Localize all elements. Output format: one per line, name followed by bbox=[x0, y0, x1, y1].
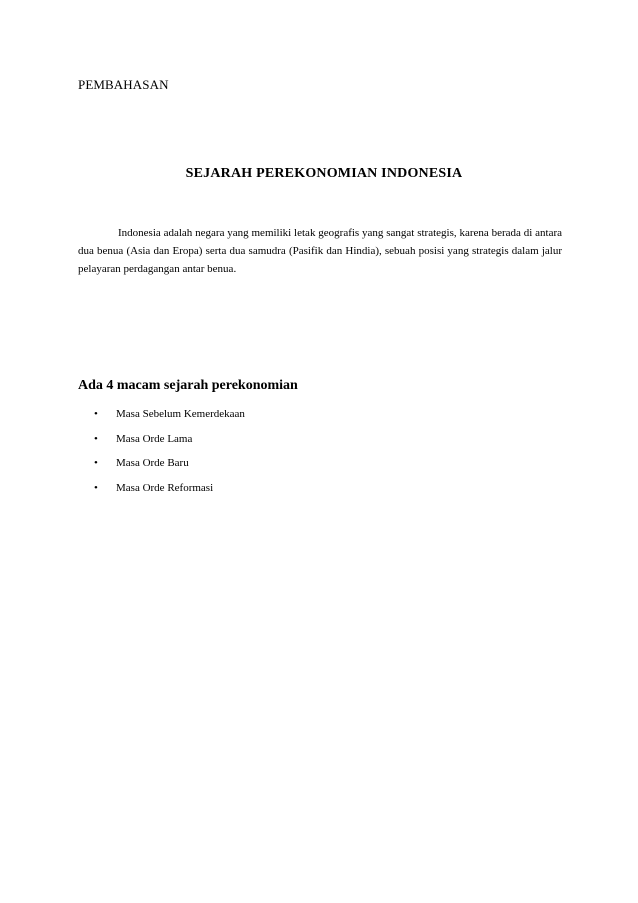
list-item-label: Masa Orde Reformasi bbox=[116, 481, 214, 494]
bullet-icon: • bbox=[94, 457, 98, 469]
bullet-icon: • bbox=[94, 408, 98, 420]
section-label: PEMBAHASAN bbox=[78, 77, 169, 92]
list-item-label: Masa Sebelum Kemerdekaan bbox=[116, 408, 245, 420]
bullet-icon: • bbox=[94, 432, 98, 445]
document-title: SEJARAH PEREKONOMIAN INDONESIA bbox=[185, 166, 463, 181]
list-item-label: Masa Orde Baru bbox=[116, 457, 189, 469]
bullet-icon: • bbox=[94, 481, 98, 494]
list-item-label: Masa Orde Lama bbox=[116, 432, 193, 445]
intro-paragraph: Indonesia adalah negara yang memiliki letak geografis yang sangat strategis, karena berada di antara dua benua (Asia dan Eropa) serta dua samudra (Pasifik dan Hindia), sebuah posisi yang strategis dalam jalur pelayaran perdagangan antar benua. bbox=[78, 227, 562, 275]
list-heading: Ada 4 macam sejarah perekonomian bbox=[78, 378, 298, 393]
